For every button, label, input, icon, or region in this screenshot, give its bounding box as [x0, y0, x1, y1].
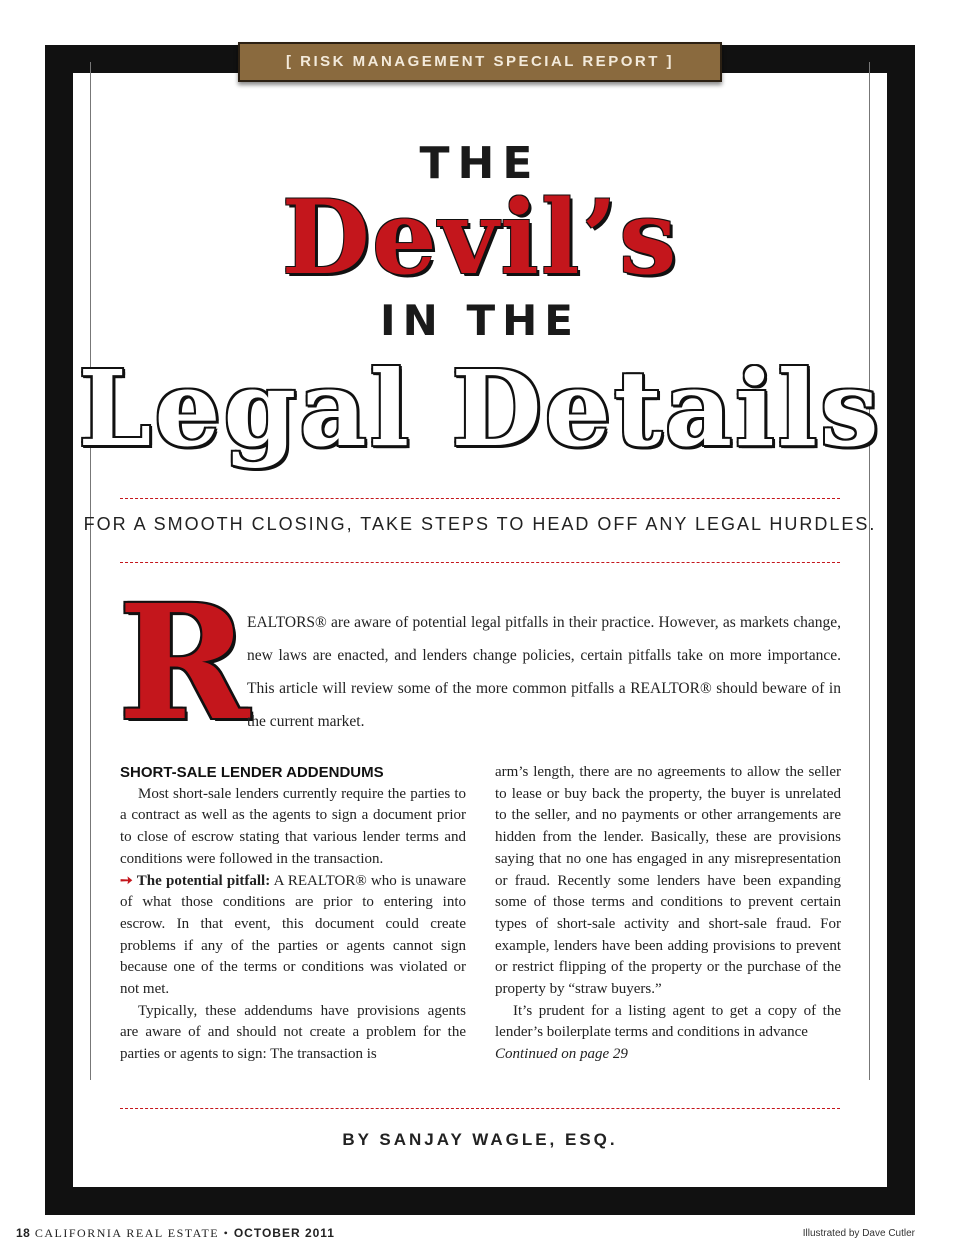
section-banner: [ RISK MANAGEMENT SPECIAL REPORT ]: [238, 42, 722, 82]
byline: BY SANJAY WAGLE, ESQ.: [342, 1130, 618, 1149]
magazine-name: CALIFORNIA REAL ESTATE: [34, 1226, 220, 1240]
article-column-right: [495, 762, 841, 1066]
page-number: 18: [16, 1226, 31, 1240]
section-heading: SHORT-SALE LENDER ADDENDUMS: [120, 764, 384, 781]
pitfall-label: The potential pitfall:: [136, 872, 271, 889]
folio-bullet: •: [223, 1226, 230, 1240]
subtitle: FOR A SMOOTH CLOSING, TAKE STEPS TO HEAD OFF ANY LEGAL HURDLES.: [83, 514, 877, 534]
title-in-the: IN THE: [380, 296, 580, 345]
illustration-credit: Illustrated by Dave Cutler: [802, 1228, 915, 1239]
pitfall-paragraph: [120, 871, 466, 1001]
folio: [16, 1226, 335, 1241]
paragraph-3-continued: arm’s length, there are no agreements to allow the seller to lease or buy back the property, the buyer is unrelated to the seller, and no payments or other arrangements are hidden from the lender. Basically, these are provisions saying that no one has engaged in any misrepresentation or fraud. Recently some lenders have been expanding some of those terms and conditions to prevent certain types of short-sale activity and short-sale fraud. For example, lenders have been adding provisions to prevent or restrict flipping of the property or the purchase of the property by “straw buyers.”: [495, 764, 841, 998]
article-column-left: [120, 762, 466, 1066]
divider-top: [120, 498, 840, 499]
pitfall-text: A REALTOR® who is unaware of what those conditions are prior to entering into escrow. In that event, this document could create problems if any of the parties or agents cannot sign because one of the terms or conditions was violated or not met.: [120, 872, 466, 998]
divider-bottom: [120, 1108, 840, 1109]
title-devils: Devil’s: [281, 178, 679, 298]
continued-link: Continued on page 29: [495, 1046, 628, 1063]
drop-cap: R: [118, 571, 250, 756]
issue-date: OCTOBER 2011: [233, 1226, 335, 1240]
arrow-icon: ➙: [120, 872, 133, 889]
paragraph-3: Typically, these addendums have provisions agents are aware of and should not create a problem for the parties or agents to sign: The transaction is: [120, 1002, 466, 1063]
paragraph-1: Most short-sale lenders currently require the parties to a contract as well as the agents to sign a document prior to close of escrow stating that various lender terms and conditions were followed in the transaction.: [120, 785, 466, 867]
paragraph-4: It’s prudent for a listing agent to get a copy of the lender’s boilerplate terms and conditions in advance: [495, 1002, 841, 1041]
intro-paragraph: EALTORS® are aware of potential legal pitfalls in their practice. However, as markets change, new laws are enacted, and lenders change policies, certain pitfalls take on more importance. This article will review some of the more common pitfalls a REALTOR® should beware of in the current market.: [247, 614, 841, 730]
divider-subtitle: [120, 562, 840, 563]
title-the: THE: [419, 138, 541, 189]
title-legal-details: Legal Details: [78, 347, 882, 470]
